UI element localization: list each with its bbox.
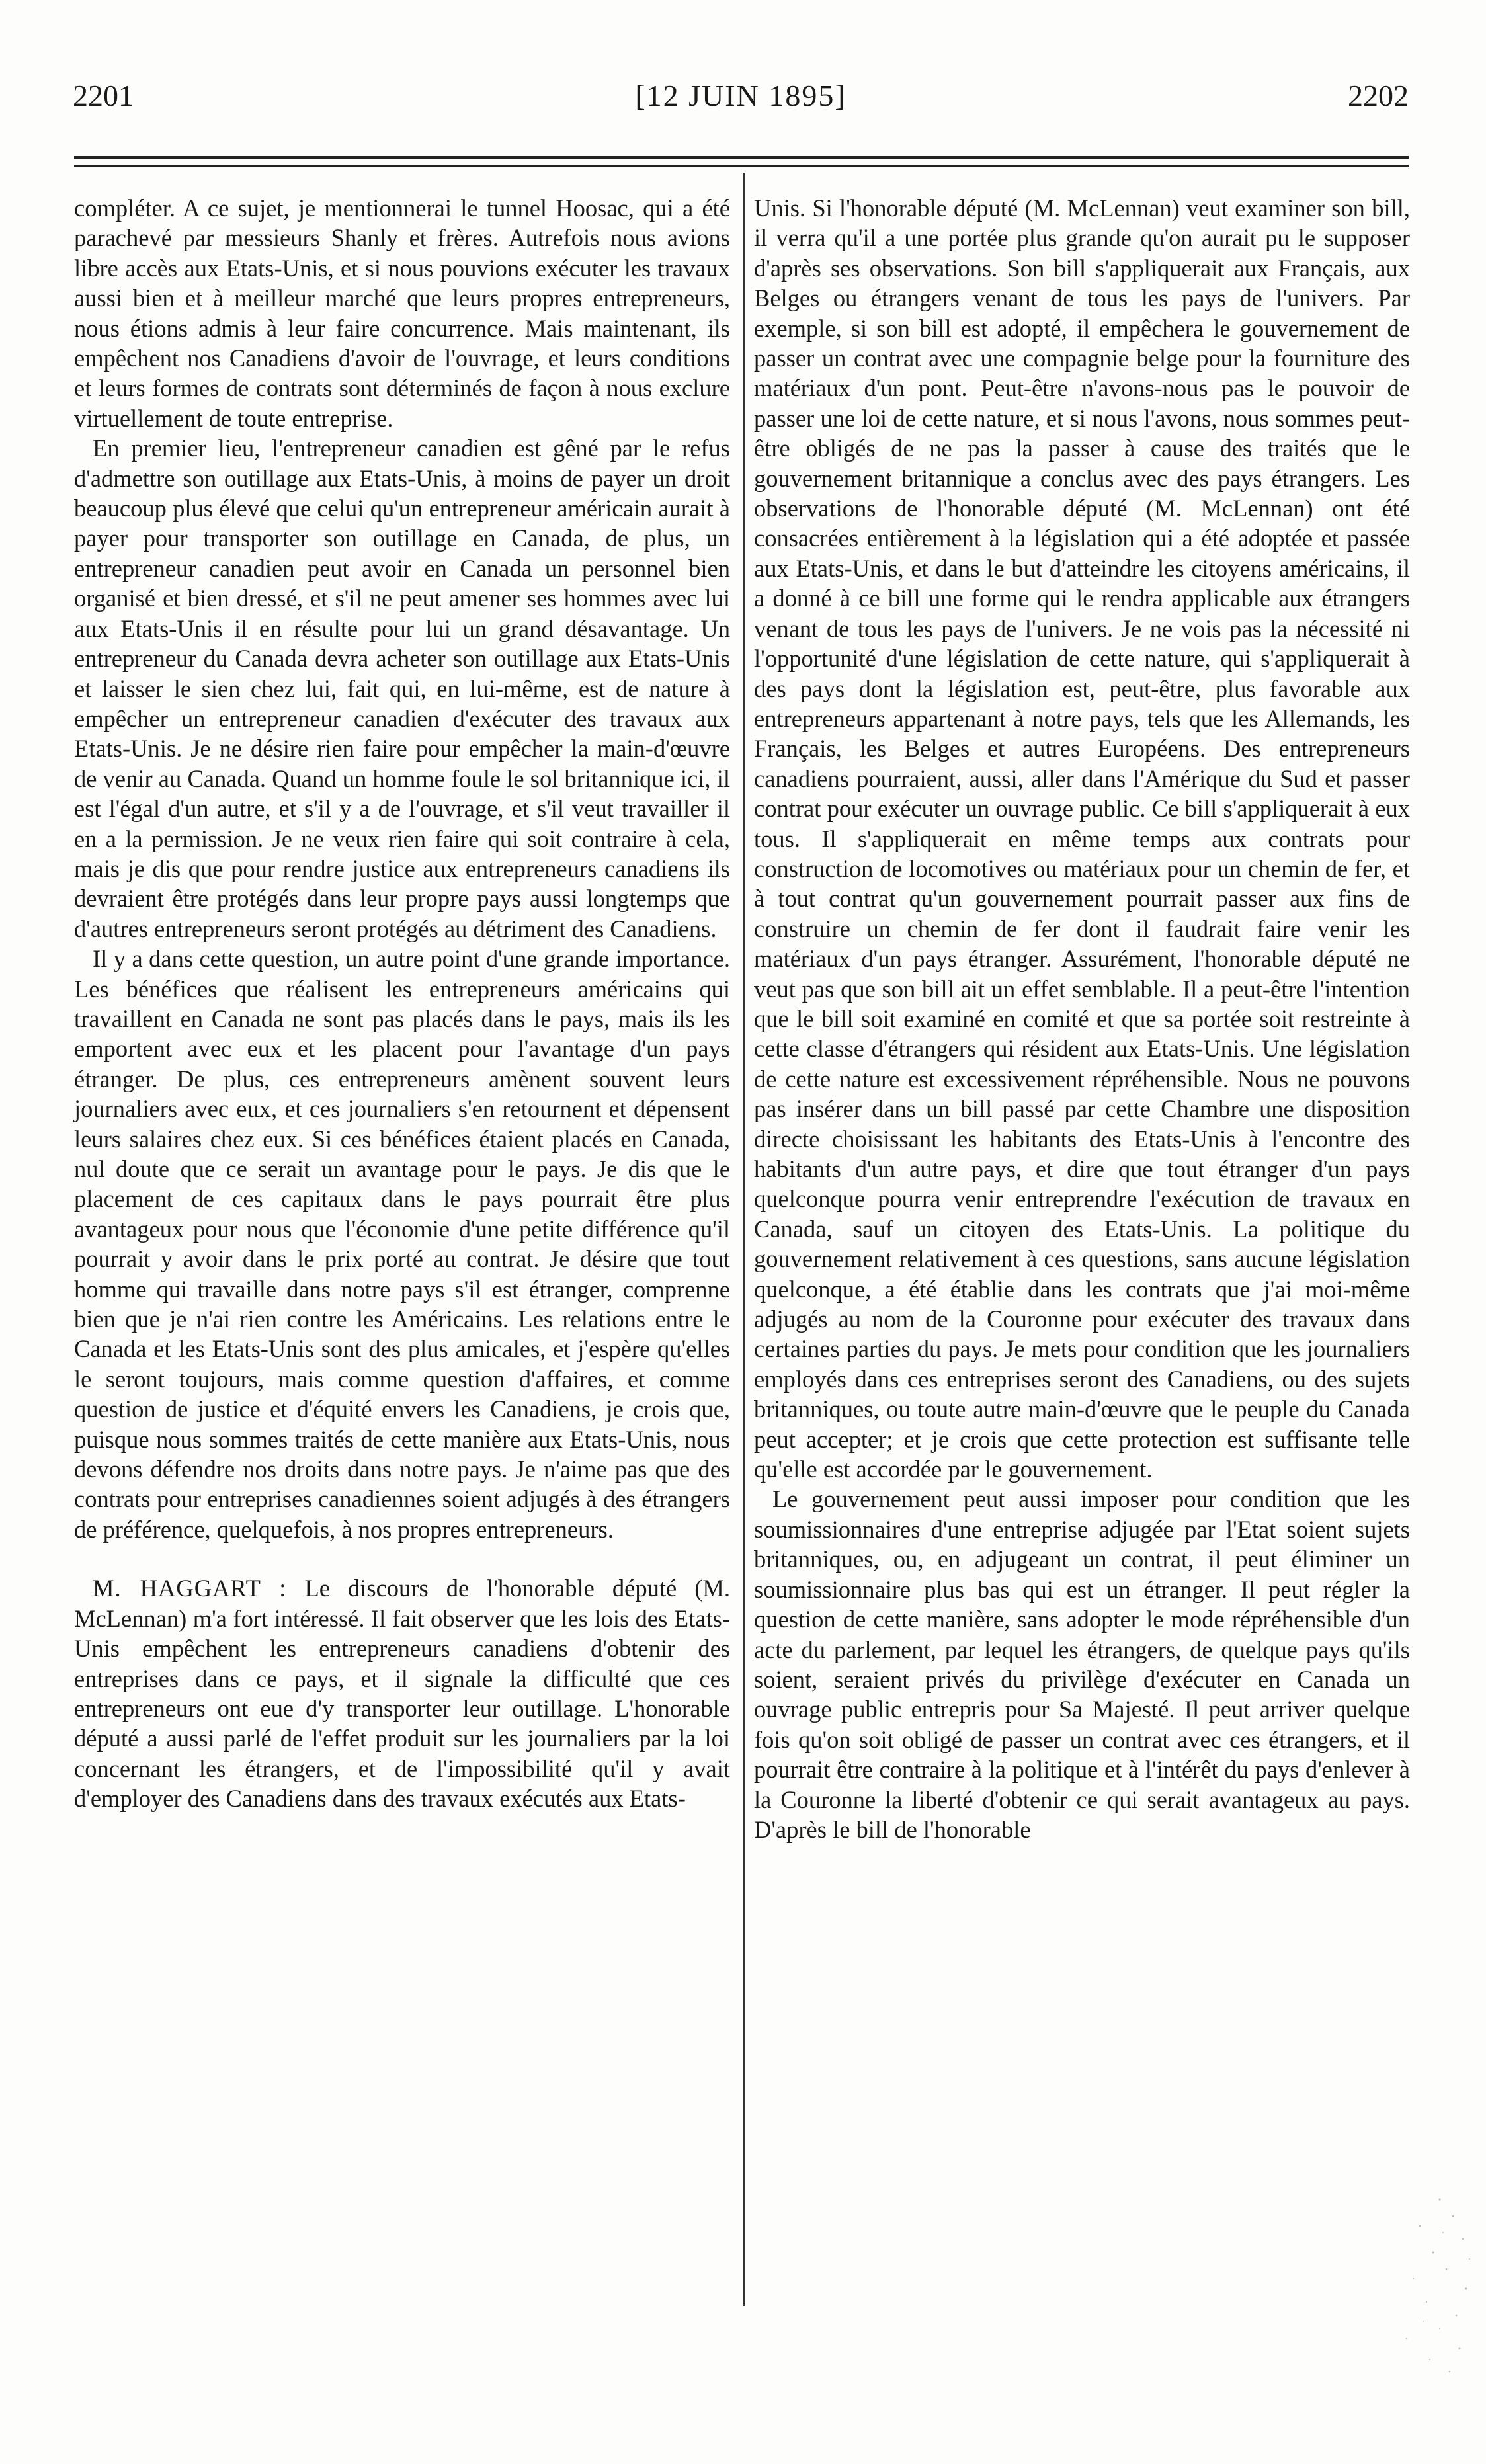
speaker-name: M. HAGGART :	[93, 1575, 287, 1602]
paragraph: Unis. Si l'honorable député (M. McLennan) veut examiner son bill, il verra qu'il a une portée plus grande qu'on aurait pu le supposer d'après ses observations. Son bill s'appliquerait aux Français, aux Belges ou étrangers venant de tous les pays de l'univers. Par exemple, si son bill est adopté, il empêchera le gouvernement de passer un contrat avec une compagnie belge pour la fourniture des matériaux d'un pont. Peut-être n'avons-nous pas le pouvoir de passer une loi de cette nature, et si nous l'avons, nous sommes peut-être obligés de ne pas la passer à cause des traités que le gouvernement britannique a conclus avec des pays étrangers. Les observations de l'honorable député (M. McLennan) ont été consacrées entièrement à la législation qui a été adoptée et passée aux Etats-Unis, et dans le but d'atteindre les citoyens américains, il a donné à ce bill une forme qui le rendra applicable aux étrangers venant de tous les pays de l'univers. Je ne vois pas la nécessité ni l'opportunité d'une législation de cette nature, qui s'appliquerait à des pays dont la législation est, peut-être, plus favorable aux entrepreneurs appartenant à notre pays, tels que les Allemands, les Français, les Belges et autres Européens. Des entrepreneurs canadiens pourraient, aussi, aller dans l'Amérique du Sud et passer contrat pour exécuter un ouvrage public. Ce bill s'appliquerait à eux tous. Il s'appliquerait en même temps aux contrats pour construction de locomotives ou matériaux pour un chemin de fer, et à tout contrat qu'un gouvernement pourrait passer aux fins de construire un chemin de fer dont il faudrait faire venir les matériaux d'un pays étranger. Assurément, l'honorable député ne veut pas que son bill ait un effet semblable. Il a peut-être l'intention que le bill soit examiné en comité et que sa portée soit restreinte à cette classe d'étrangers qui résident aux Etats-Unis. Une législation de cette nature est excessivement répréhensible. Nous ne pouvons pas insérer dans un bill passé par cette Chambre une disposition directe choisissant les habitants des Etats-Unis à l'encontre des habitants d'un autre pays, et dire que tout étranger d'un pays quelconque pourra venir entreprendre l'exécution de travaux en Canada, sauf un citoyen des Etats-Unis. La politique du gouvernement relativement à ces questions, sans aucune législation quelconque, a été établie dans les contrats que j'ai moi-même adjugés au nom de la Couronne pour exécuter des travaux dans certaines parties du pays. Je mets pour condition que les journaliers employés dans ces entreprises seront des Canadiens, ou des sujets britanniques, ou toute autre main-d'œuvre que le peuple du Canada peut accepter; et je crois que cette protection est suffisante telle qu'elle est accordée par le gouvernement.	[754, 194, 1410, 1483]
right-column	[754, 193, 1410, 1844]
paragraph: Il y a dans cette question, un autre point d'une grande importance. Les bénéfices que réalisent les entrepreneurs américains qui travaillent en Canada ne sont pas placés dans le pays, mais ils les emportent avec eux et les placent pour l'avantage d'un pays étranger. De plus, ces entrepreneurs amènent souvent leurs journaliers avec eux, et ces journaliers s'en retournent et dépensent leurs salaires chez eux. Si ces bénéfices étaient placés en Canada, nul doute que ce serait un avantage pour le pays. Je dis que le placement de ces capitaux dans le pays pourrait être plus avantageux pour nous que l'économie d'une petite différence qu'il pourrait y avoir dans le prix porté au contrat. Je désire que tout homme qui travaille dans notre pays s'il est étranger, comprenne bien que je n'ai rien contre les Américains. Les relations entre le Canada et les Etats-Unis sont des plus amicales, et j'espère qu'elles le seront toujours, mais comme question d'affaires, et comme question de justice et d'équité envers les Canadiens, je crois que, puisque nous sommes traités de cette manière aux Etats-Unis, nous devons défendre nos droits dans notre pays. Je n'aime pas que des contrats pour entreprises canadiennes soient adjugés à des étrangers de préférence, quelquefois, à nos propres entrepreneurs.	[74, 945, 730, 1543]
speech-paragraph	[74, 1573, 730, 1813]
paragraph: En premier lieu, l'entrepreneur canadien est gêné par le refus d'admettre son outillage aux Etats-Unis, à moins de payer un droit beaucoup plus élevé que celui qu'un entrepreneur américain aurait à payer pour transporter son outillage en Canada, de plus, un entrepreneur canadien peut avoir en Canada un personnel bien organisé et bien dressé, et s'il ne peut amener ses hommes avec lui aux Etats-Unis il en résulte pour lui un grand désavantage. Un entrepreneur du Canada devra acheter son outillage aux Etats-Unis et laisser le sien chez lui, fait qui, en lui-même, est de nature à empêcher un entrepreneur canadien d'exécuter des travaux aux Etats-Unis. Je ne désire rien faire pour empêcher la main-d'œuvre de venir au Canada. Quand un homme foule le sol britannique ici, il est l'égal d'un autre, et s'il y a de l'ouvrage, et s'il veut travailler il en a la permission. Je ne veux rien faire qui soit contraire à cela, mais je dis que pour rendre justice aux entrepreneurs canadiens ils devraient être protégés dans leur propre pays aussi longtemps que d'autres entrepreneurs seront protégés au détriment des Canadiens.	[74, 434, 730, 942]
column-divider	[743, 173, 745, 2306]
header-rule	[74, 156, 1409, 159]
speech-text: Le discours de l'honorable député (M. McLennan) m'a fort intéressé. Il fait observer que les lois des Etats-Unis empêchent les entrepreneurs canadiens d'obtenir des entreprises dans ce pays, et il signale la difficulté que ces entrepreneurs ont eue d'y transporter leur outillage. L'honorable député a aussi parlé de l'effet produit sur les journaliers par la loi concernant les étrangers, et de l'impossibilité qu'il y avait d'employer des Canadiens dans des travaux exécutés aux Etats-	[74, 1575, 731, 1813]
paragraph: compléter. A ce sujet, je mentionnerai le tunnel Hoosac, qui a été parachevé par messieurs Shanly et frères. Autrefois nous avions libre accès aux Etats-Unis, et si nous pouvions exécuter les travaux aussi bien et à meilleur marché que leurs propres entrepreneurs, nous étions admis à leur faire concurrence. Mais maintenant, ils empêchent nos Canadiens d'avoir de l'ouvrage, et leurs conditions et leurs formes de contrats sont déterminés de façon à nous exclure virtuellement de toute entreprise.	[74, 194, 730, 432]
print-specks	[1341, 2186, 1473, 2385]
header-rule-thin	[74, 165, 1409, 167]
page-number-left: 2201	[73, 79, 134, 112]
page-number-right: 2202	[1348, 79, 1409, 112]
page-date: [12 JUIN 1895]	[635, 79, 846, 112]
paragraph: Le gouvernement peut aussi imposer pour condition que les soumissionnaires d'une entreprise adjugée par l'Etat soient sujets britanniques, ou, en adjugeant un contrat, il peut éliminer un soumissionnaire plus bas qui est un étranger. Il peut régler la question de cette manière, sans adopter le mode répréhensible d'un acte du parlement, par lequel les étrangers, de quelque pays qu'ils soient, seraient privés du privilège d'exécuter en Canada un ouvrage public entrepris pour Sa Majesté. Il peut arriver quelque fois qu'on soit obligé de passer un contrat avec ces étrangers, et il pourrait être contraire à la politique et à l'intérêt du pays d'enlever à la Couronne la liberté d'obtenir ce qui serait avantageux au pays. D'après le bill de l'honorable	[754, 1485, 1410, 1843]
left-column	[74, 193, 730, 1814]
page-header	[73, 78, 1409, 131]
